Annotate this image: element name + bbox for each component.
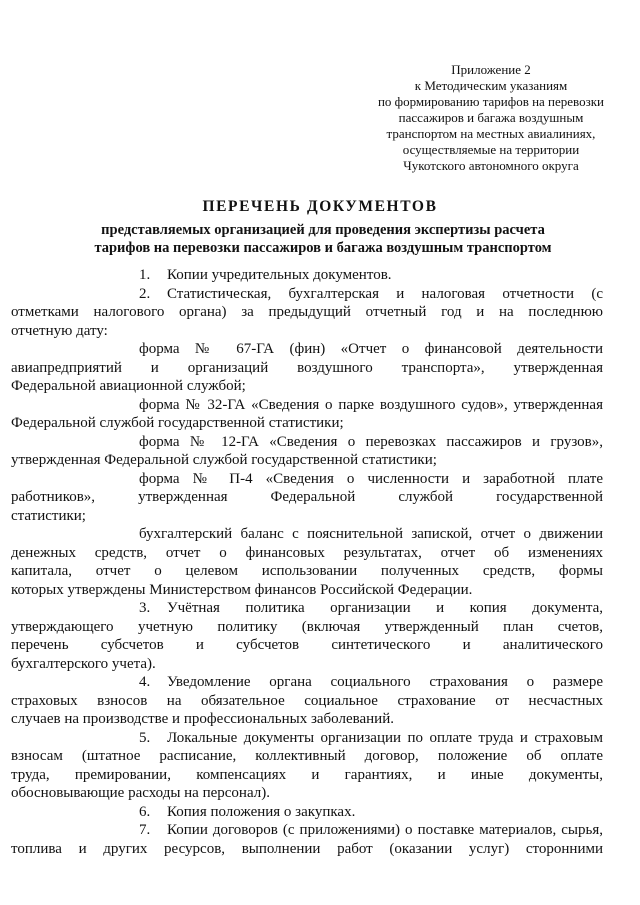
form-67-line: форма № 67-ГА (фин) «Отчет о финансовой деятельности	[139, 341, 603, 357]
item-5-line: труда, премировании, компенсациях и гарантиях, и иные документы,	[11, 766, 603, 783]
item-1: 1. Копии учредительных документов.	[139, 267, 392, 283]
document-subtitle	[40, 221, 606, 257]
item-4-line: случаев на производстве и профессиональных заболеваний.	[11, 711, 394, 727]
item-4-line: страховых взносов на обязательное социальное страхование от несчастных	[11, 692, 603, 709]
appendix-line: пассажиров и багажа воздушным	[398, 110, 584, 125]
item-2-line: 2. Статистическая, бухгалтерская и налоговая отчетности (с	[139, 285, 603, 302]
subtitle-line: тарифов на перевозки пассажиров и багажа воздушным транспортом	[94, 240, 552, 256]
balance-line: капитала, отчет о целевом использовании полученных средств, формы	[11, 563, 603, 579]
document-body	[11, 266, 603, 858]
subtitle-line: представляемых организацией для проведения экспертизы расчета	[101, 222, 545, 238]
item-3-line: перечень субсчетов и субсчетов синтетического и аналитического	[11, 637, 603, 653]
item-4-line: 4. Уведомление органа социального страхования о размере	[139, 674, 603, 690]
appendix-line: осуществляемые на территории	[402, 142, 580, 157]
appendix-line: Чукотского автономного округа	[403, 158, 579, 173]
appendix-line: по формированию тарифов на перевозки	[377, 94, 605, 109]
form-32-line: форма № 32-ГА «Сведения о парке воздушного судов», утвержденная	[139, 396, 603, 413]
item-2-line: отметками налогового органа) за предыдущий отчетный год и на последнюю	[11, 304, 603, 320]
form-67-line: Федеральной авиационной службой;	[11, 378, 246, 394]
form-32-line: Федеральной службой государственной статистики;	[11, 415, 344, 431]
item-7-line: топлива и других ресурсов, выполнении работ (оказании услуг) сторонними	[11, 840, 603, 857]
appendix-line: транспортом на местных авиалиниях,	[386, 126, 596, 141]
item-2-line: отчетную дату:	[11, 322, 108, 339]
balance-line: которых утверждены Министерством финансов Российской Федерации.	[11, 581, 473, 598]
item-3-line: утверждающего учетную политику (включая утвержденный план счетов,	[11, 618, 603, 635]
balance-line: денежных средств, отчет о финансовых результатах, отчет об изменениях	[11, 544, 603, 561]
item-5-line: обосновывающие расходы на персонал).	[11, 785, 270, 801]
appendix-header	[360, 62, 622, 174]
item-3-line: бухгалтерского учета).	[11, 655, 156, 672]
balance-line: бухгалтерский баланс с пояснительной запиской, отчет о движении	[139, 526, 603, 542]
form-12-line: форма № 12-ГА «Сведения о перевозках пассажиров и грузов»,	[139, 433, 603, 450]
appendix-line: к Методическим указаниям	[414, 78, 568, 93]
item-3-line: 3. Учётная политика организации и копия документа,	[139, 600, 603, 616]
form-p4-line: работников», утвержденная Федеральной службой государственной	[11, 489, 603, 505]
form-12-line: утвержденная Федеральной службой государственной статистики;	[11, 452, 437, 468]
appendix-line: Приложение 2	[451, 62, 531, 77]
item-6: 6. Копия положения о закупках.	[139, 803, 356, 820]
form-p4-line: форма № П-4 «Сведения о численности и заработной плате	[139, 470, 603, 487]
form-p4-line: статистики;	[11, 507, 86, 524]
item-5-line: взносам (штатное расписание, коллективный договор, положение об оплате	[11, 748, 603, 764]
document-title: ПЕРЕЧЕНЬ ДОКУМЕНТОВ	[202, 198, 438, 215]
form-67-line: авиапредприятий и организаций воздушного транспорта», утвержденная	[11, 359, 603, 376]
item-5-line: 5. Локальные документы организации по оплате труда и страховым	[139, 729, 603, 746]
item-7-line: 7. Копии договоров (с приложениями) о поставке материалов, сырья,	[139, 822, 603, 838]
